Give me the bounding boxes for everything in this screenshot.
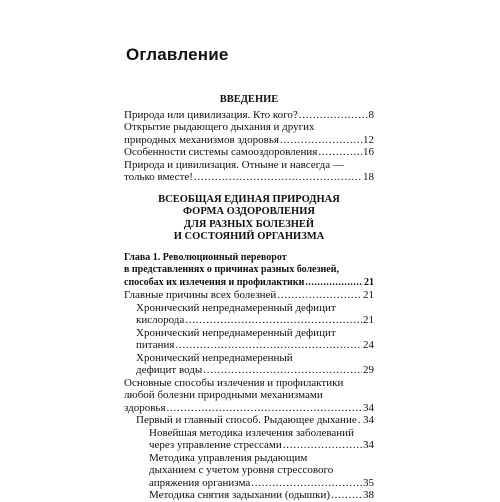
- page-number: 16: [363, 146, 374, 158]
- dot-leader: [194, 171, 362, 184]
- toc-entry-text: через управление стрессами: [149, 439, 282, 451]
- toc-entry[interactable]: [124, 109, 374, 122]
- section-heading: [124, 194, 374, 244]
- table-of-contents: [124, 94, 374, 502]
- toc-entry-text: Природа и цивилизация. Отныне и навсегда —: [124, 158, 344, 171]
- toc-entry-text: в представлениях о причинах разных болезней,: [124, 264, 339, 275]
- toc-entry-text: Основные способы излечения и профилактики: [124, 376, 344, 389]
- toc-entry-text: Первый и главный способ. Рыдающее дыхание: [136, 414, 357, 426]
- page-number: 34: [363, 414, 374, 426]
- page-number: 21: [364, 276, 374, 288]
- page-number: 8: [368, 108, 374, 121]
- toc-entry-text: Новейшая методика излечения заболеваний: [149, 426, 354, 439]
- dot-leader: [358, 414, 362, 427]
- dot-leader: [203, 364, 362, 377]
- toc-entry[interactable]: [124, 159, 374, 184]
- section-heading-line: ДЛЯ РАЗНЫХ БОЛЕЗНЕЙ: [183, 218, 315, 230]
- toc-entry-text: Хронический непреднамеренный: [136, 351, 293, 364]
- chapter-entry-list: [124, 252, 374, 502]
- toc-entry-text: способах их излечения и профилактики: [124, 276, 305, 288]
- section-heading-line: ВСЕОБЩАЯ ЕДИНАЯ ПРИРОДНАЯ: [158, 193, 340, 205]
- toc-entry-text: Природа или цивилизация. Кто кого?: [124, 108, 298, 121]
- toc-entry[interactable]: [124, 352, 374, 377]
- toc-entry-text: питания: [136, 339, 175, 351]
- toc-entry[interactable]: [124, 414, 374, 427]
- toc-entry-text: апряжения организма: [149, 476, 251, 489]
- dot-leader: [318, 146, 362, 159]
- toc-entry-text: Особенности системы самооздоровления: [124, 146, 318, 158]
- page-number: 38: [363, 489, 374, 501]
- toc-entry-text: Методика управления рыдающим: [149, 451, 308, 464]
- toc-entry-text: только вместе!: [124, 171, 193, 183]
- page-number: 12: [363, 133, 374, 146]
- intro-heading: ВВЕДЕНИЕ: [219, 94, 279, 105]
- toc-entry-text: Главные причины всех болезней: [124, 289, 277, 301]
- page-number: 18: [363, 171, 374, 183]
- dot-leader: [167, 402, 362, 415]
- toc-entry[interactable]: [124, 302, 374, 327]
- page-number: 21: [363, 289, 374, 301]
- dot-leader: [277, 289, 362, 302]
- toc-entry-text: дыханием с учетом уровня стрессового: [149, 464, 334, 476]
- toc-entry[interactable]: [124, 327, 374, 352]
- toc-entry-text: любой болезни природными механизмами: [124, 389, 323, 401]
- toc-entry-text: здоровья: [124, 401, 166, 414]
- toc-entry-text: Хронический непреднамеренный дефицит: [136, 326, 336, 339]
- intro-entry-list: [124, 109, 374, 184]
- toc-entry-text: Хронический непреднамеренный дефицит: [136, 301, 336, 314]
- dot-leader: [280, 134, 362, 147]
- section-heading-line: И СОСТОЯНИЙ ОРГАНИЗМА: [173, 231, 325, 242]
- dot-leader: [305, 277, 363, 290]
- dot-leader: [251, 477, 362, 490]
- toc-entry[interactable]: [124, 452, 374, 490]
- dot-leader: [185, 314, 362, 327]
- page-number: 21: [363, 314, 374, 326]
- toc-entry[interactable]: [124, 427, 374, 452]
- section-heading-line: ФОРМА ОЗДОРОВЛЕНИЯ: [183, 206, 315, 217]
- toc-entry-text: природных механизмов здоровья: [124, 133, 279, 146]
- page-number: 35: [363, 476, 374, 489]
- toc-entry[interactable]: [124, 377, 374, 415]
- toc-entry[interactable]: [124, 121, 374, 146]
- page-title: Оглавление: [126, 45, 229, 64]
- toc-entry-text: Методика снятия задыхании (одышки): [149, 489, 331, 501]
- toc-entry-text: Открытие рыдающего дыхания и других: [124, 121, 315, 133]
- page-number: 34: [363, 401, 374, 414]
- toc-entry-text: дефицит воды: [136, 364, 203, 376]
- toc-entry[interactable]: [124, 146, 374, 159]
- dot-leader: [175, 339, 362, 352]
- toc-entry[interactable]: [124, 289, 374, 302]
- dot-leader: [283, 439, 362, 452]
- page-number: 24: [363, 339, 374, 351]
- dot-leader: [299, 109, 368, 122]
- page-number: 29: [363, 364, 374, 376]
- toc-entry-text: Глава 1. Революционный переворот: [124, 251, 287, 263]
- toc-entry-text: кислорода: [136, 314, 185, 326]
- toc-entry[interactable]: [124, 252, 374, 290]
- page-number: 34: [363, 439, 374, 451]
